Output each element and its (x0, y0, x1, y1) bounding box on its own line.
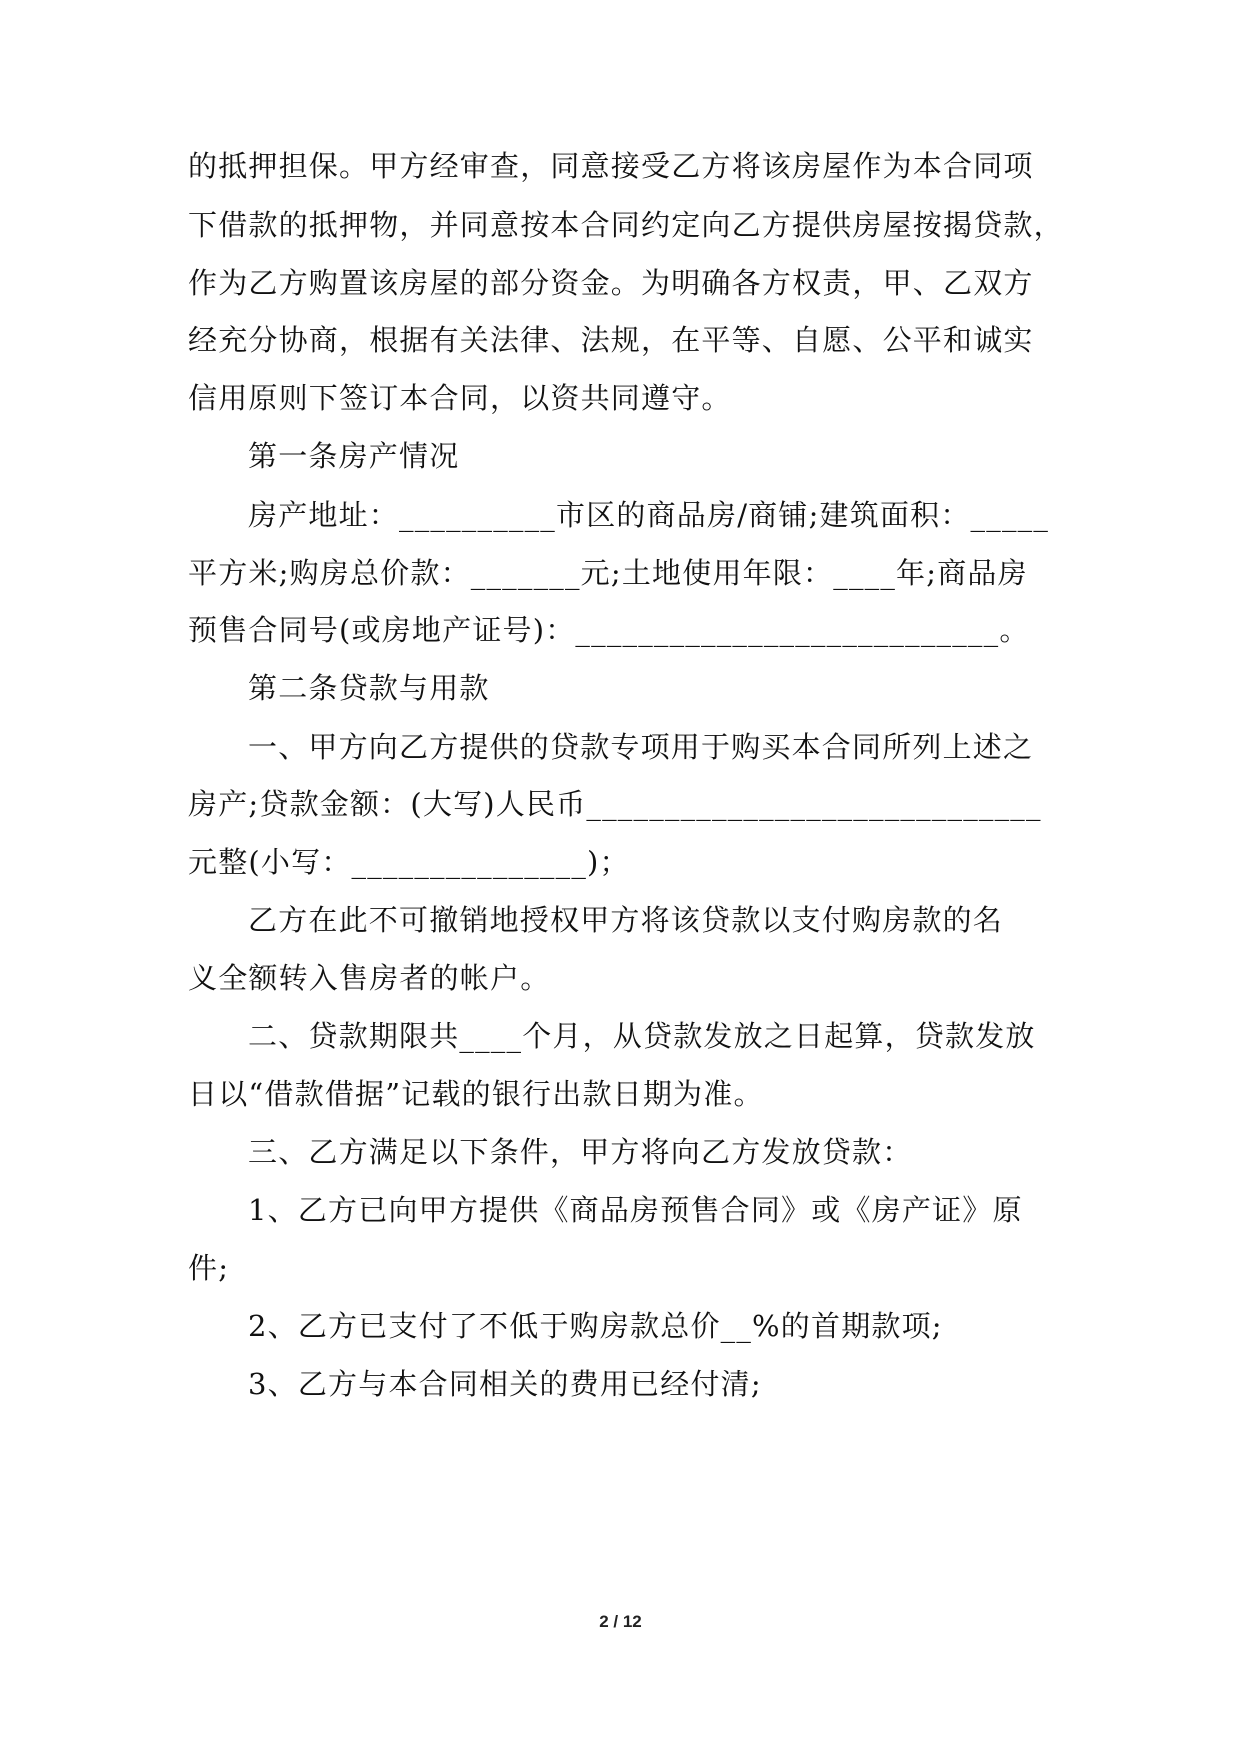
body-line-12: 房产;贷款金额：(大写)人民币_____________________________ (188, 787, 1042, 821)
body-line-5: 信用原则下签订本合同，以资共同遵守。 (188, 381, 732, 415)
section-heading-1: 第一条房产情况 (248, 439, 460, 473)
body-line-11: 一、甲方向乙方提供的贷款专项用于购买本合同所列上述之 (248, 730, 1034, 764)
body-line-18: 三、乙方满足以下条件，甲方将向乙方发放贷款： (248, 1135, 913, 1169)
body-line-17: 日以“借款借据”记载的银行出款日期为准。 (188, 1077, 764, 1111)
body-line-19: 1、乙方已向甲方提供《商品房预售合同》或《房产证》原 (248, 1193, 1023, 1227)
body-line-20: 件; (188, 1251, 230, 1285)
body-line-15: 义全额转入售房者的帐户。 (188, 961, 551, 995)
body-line-8: 平方米;购房总价款：_______元;土地使用年限：____年;商品房 (188, 556, 1028, 590)
body-line-4: 经充分协商，根据有关法律、法规，在平等、自愿、公平和诚实 (188, 323, 1034, 357)
body-line-22: 3、乙方与本合同相关的费用已经付清; (248, 1367, 762, 1401)
body-line-9: 预售合同号(或房地产证号)：___________________________。 (188, 613, 1030, 647)
body-line-14: 乙方在此不可撤销地授权甲方将该贷款以支付购房款的名 (248, 903, 1004, 937)
body-line-21: 2、乙方已支付了不低于购房款总价__%的首期款项; (248, 1309, 943, 1343)
body-line-16: 二、贷款期限共____个月，从贷款发放之日起算，贷款发放 (248, 1019, 1036, 1053)
page-number: 2 / 12 (599, 1612, 642, 1631)
section-heading-2: 第二条贷款与用款 (248, 671, 490, 705)
body-line-7: 房产地址：__________市区的商品房/商铺;建筑面积：_____ (248, 498, 1050, 532)
body-line-3: 作为乙方购置该房屋的部分资金。为明确各方权责，甲、乙双方 (188, 266, 1034, 300)
body-line-13: 元整(小写：_______________)； (188, 845, 630, 879)
body-line-2: 下借款的抵押物，并同意按本合同约定向乙方提供房屋按揭贷款， (188, 208, 1064, 242)
body-line-1: 的抵押担保。甲方经审查，同意接受乙方将该房屋作为本合同项 (188, 149, 1034, 183)
